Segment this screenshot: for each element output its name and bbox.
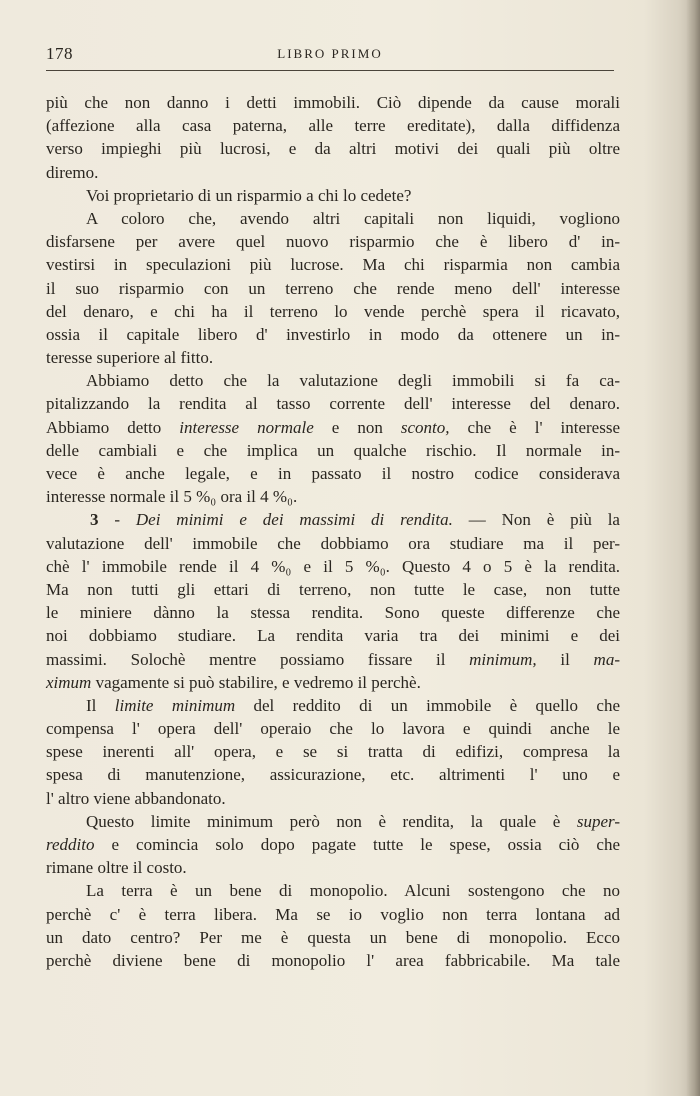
text-line: A coloro che, avendo altri capitali non liquidi, vogliono bbox=[86, 208, 620, 228]
text-line: spese inerenti all' opera, e se si tratta di edifizi, compresa la bbox=[46, 742, 620, 762]
header-rule bbox=[46, 70, 614, 71]
text-line: Ma non tutti gli ettari di terreno, non tutte le case, non tutte bbox=[46, 579, 620, 599]
text-line: un dato centro? Per me è questa un bene di monopolio. Ecco bbox=[46, 927, 620, 947]
italic-term: ximum bbox=[46, 672, 92, 692]
text-run: vagamente si può stabilire, e vedremo il perchè. bbox=[91, 672, 421, 692]
text-run: e comincia solo dopo pagate tutte le spese, ossia ciò che bbox=[94, 835, 620, 854]
section-heading-line bbox=[46, 508, 620, 531]
text-line: La terra è un bene di monopolio. Alcuni sostengono che no bbox=[86, 881, 620, 901]
text-line bbox=[46, 671, 620, 694]
text-run: e non bbox=[313, 417, 401, 437]
text-line: noi dobbiamo studiare. La rendita varia tra dei minimi e dei bbox=[46, 626, 620, 646]
text-line: chè l' immobile rende il 4 %₀ e il 5 %₀. Questo 4 o 5 è la rendita. bbox=[46, 556, 620, 576]
text-line bbox=[46, 810, 620, 833]
text-line: spesa di manutenzione, assicurazione, etc. altrimenti l' uno e bbox=[46, 765, 620, 785]
text-line: verso impieghi più lucrosi, e da altri motivi dei quali più oltre bbox=[46, 139, 620, 159]
italic-term: ma- bbox=[593, 649, 620, 669]
text-line: Abbiamo detto che la valutazione degli immobili si fa ca- bbox=[86, 371, 620, 391]
text-run: — Non è più la bbox=[452, 510, 620, 530]
text-run: Abbiamo detto bbox=[46, 417, 180, 437]
text-line: (affezione alla casa paterna, alle terre ereditate), dalla diffidenza bbox=[46, 116, 620, 136]
running-head bbox=[46, 44, 614, 66]
text-line: delle cambiali e che implica un qualche rischio. Il normale in- bbox=[46, 440, 620, 460]
section-title: Dei minimi e dei massimi di rendita. bbox=[135, 510, 453, 530]
text-line: valutazione dell' immobile che dobbiamo ora studiare ma il per- bbox=[46, 533, 620, 553]
italic-term: reddito bbox=[46, 835, 95, 854]
section-number: 3 bbox=[90, 510, 99, 530]
text-run: Il bbox=[86, 695, 115, 715]
running-title: LIBRO PRIMO bbox=[277, 46, 383, 61]
text-run: il bbox=[536, 649, 594, 669]
text-line bbox=[46, 833, 620, 856]
text-line: compensa l' opera dell' operaio che lo lavora e quindi anche le bbox=[46, 719, 620, 739]
text-line bbox=[46, 648, 620, 671]
text-line bbox=[46, 694, 620, 717]
text-run: massimi. Solochè mentre possiamo fissare il bbox=[46, 649, 470, 669]
text-line: perchè c' è terra libera. Ma se io voglio non terra lontana ad bbox=[46, 904, 620, 924]
page-number: 178 bbox=[46, 44, 73, 63]
text-run: del reddito di un immobile è quello che bbox=[235, 695, 620, 715]
text-line: Voi proprietario di un risparmio a chi lo cedete? bbox=[86, 185, 412, 205]
text-line: il suo risparmio con un terreno che rende meno dell' interesse bbox=[46, 278, 620, 298]
text-line: disfarsene per avere quel nuovo risparmio che è libero d' in- bbox=[46, 232, 620, 252]
text-line: più che non danno i detti immobili. Ciò dipende da cause morali bbox=[46, 93, 620, 112]
text-line: interesse normale il 5 %₀ ora il 4 %₀. bbox=[46, 487, 298, 507]
text-line bbox=[46, 416, 620, 439]
italic-term: super- bbox=[576, 811, 620, 831]
text-line: pitalizzando la rendita al tasso corrente dell' interesse del denaro. bbox=[46, 394, 620, 414]
text-line: le miniere dànno la stessa rendita. Sono queste differenze che bbox=[46, 603, 620, 623]
italic-term: sconto, bbox=[400, 417, 450, 437]
italic-term: interesse normale bbox=[179, 417, 314, 437]
italic-term: limite minimum bbox=[114, 695, 236, 715]
text-line: diremo. bbox=[46, 162, 99, 182]
text-run: che è l' interesse bbox=[449, 417, 620, 437]
text-line: del denaro, e chi ha il terreno lo vende perchè spera il ricavato, bbox=[46, 301, 620, 321]
text-line: vestirsi in speculazioni più lucrose. Ma chi risparmia non cambia bbox=[46, 255, 620, 275]
text-line: teresse superiore al fitto. bbox=[46, 348, 214, 368]
text-run: - bbox=[98, 510, 136, 530]
text-line: perchè diviene bene di monopolio l' area fabbricabile. Ma tale bbox=[46, 950, 620, 970]
page-edge-shadow bbox=[686, 0, 700, 1096]
body-text bbox=[46, 91, 620, 972]
text-run: Questo limite minimum però non è rendita, la quale è bbox=[86, 811, 577, 831]
text-line: vece è anche legale, e in passato il nostro codice considerava bbox=[46, 464, 620, 483]
italic-term: minimum, bbox=[469, 649, 537, 669]
text-line: rimane oltre il costo. bbox=[46, 858, 187, 878]
text-line: l' altro viene abbandonato. bbox=[46, 788, 226, 808]
text-line: ossia il capitale libero d' investirlo in modo da ottenere un in- bbox=[46, 324, 620, 344]
